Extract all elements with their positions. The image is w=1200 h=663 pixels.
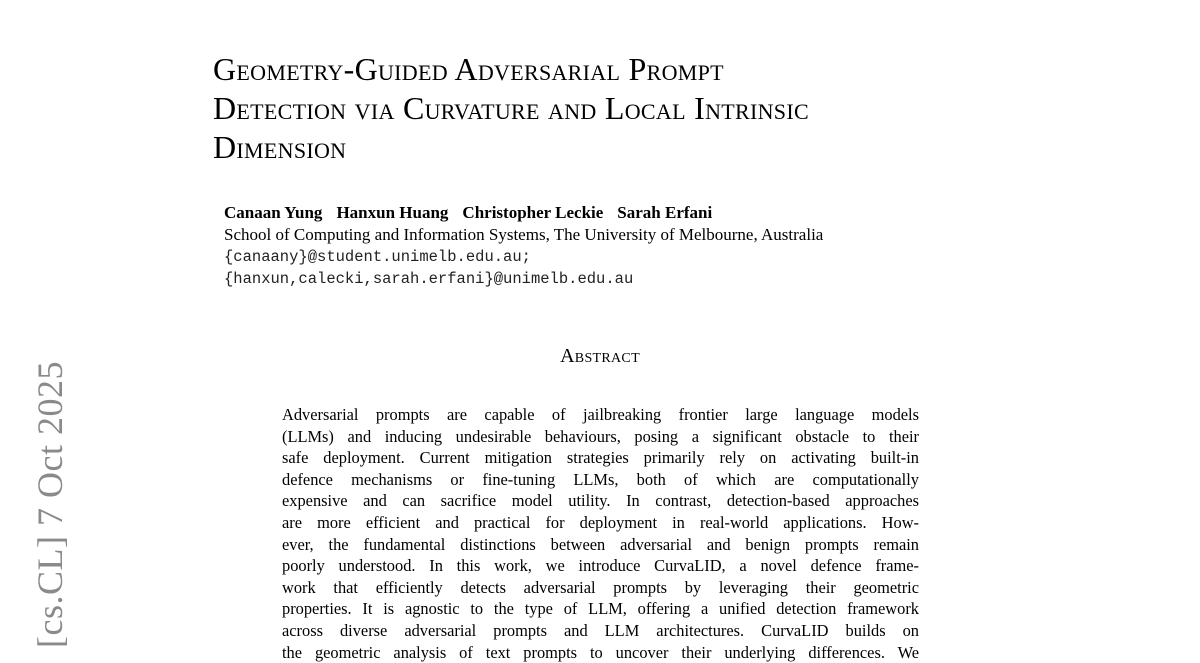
paper-title [213, 50, 1093, 167]
abstract-line: ever, the fundamental distinctions between adversarial and benign prompts remain [282, 534, 919, 554]
abstract-line: poorly understood. In this work, we introduce CurvaLID, a novel defence frame- [282, 556, 919, 576]
abstract-line: work that efficiently detects adversarial prompts by leveraging their geometric [282, 577, 919, 597]
author-block [224, 202, 1124, 290]
title-line: Dimension [213, 129, 347, 165]
email-line: {hanxun,calecki,sarah.erfani}@unimelb.edu.au [224, 270, 634, 288]
author-name: Hanxun Huang [336, 203, 449, 222]
abstract-line: across diverse adversarial prompts and LLM architectures. CurvaLID builds on [282, 620, 919, 640]
affiliation: School of Computing and Information Systems, The University of Melbourne, Australia [224, 225, 824, 244]
abstract-line: properties. It is agnostic to the type of LLM, offering a unified detection framework [282, 599, 919, 619]
title-line: Geometry-Guided Adversarial Prompt [213, 51, 724, 87]
author-name: Christopher Leckie [462, 203, 604, 222]
arxiv-stamp: [cs.CL] 7 Oct 2025 [30, 361, 70, 648]
title-line: Detection via Curvature and Local Intrinsic [213, 90, 809, 126]
abstract-body [282, 404, 919, 663]
abstract-line: expensive and can sacrifice model utility. In contrast, detection-based approaches [282, 491, 919, 511]
author-name: Sarah Erfani [617, 203, 713, 222]
abstract-line: Adversarial prompts are capable of jailbreaking frontier large language models [282, 405, 919, 424]
abstract-line: the geometric analysis of text prompts to uncover their underlying differences. We [282, 642, 919, 662]
abstract-heading: Abstract [560, 345, 640, 367]
abstract-line: defence mechanisms or fine-tuning LLMs, both of which are computationally [282, 469, 919, 489]
author-name: Canaan Yung [224, 203, 323, 222]
email-line: {canaany}@student.unimelb.edu.au; [224, 248, 531, 266]
abstract-line: are more efficient and practical for deployment in real-world applications. How- [282, 512, 919, 532]
author-names [224, 202, 1124, 224]
abstract-line: safe deployment. Current mitigation strategies primarily rely on activating built-in [282, 448, 919, 468]
abstract-line: (LLMs) and inducing undesirable behaviours, posing a significant obstacle to their [282, 426, 919, 446]
